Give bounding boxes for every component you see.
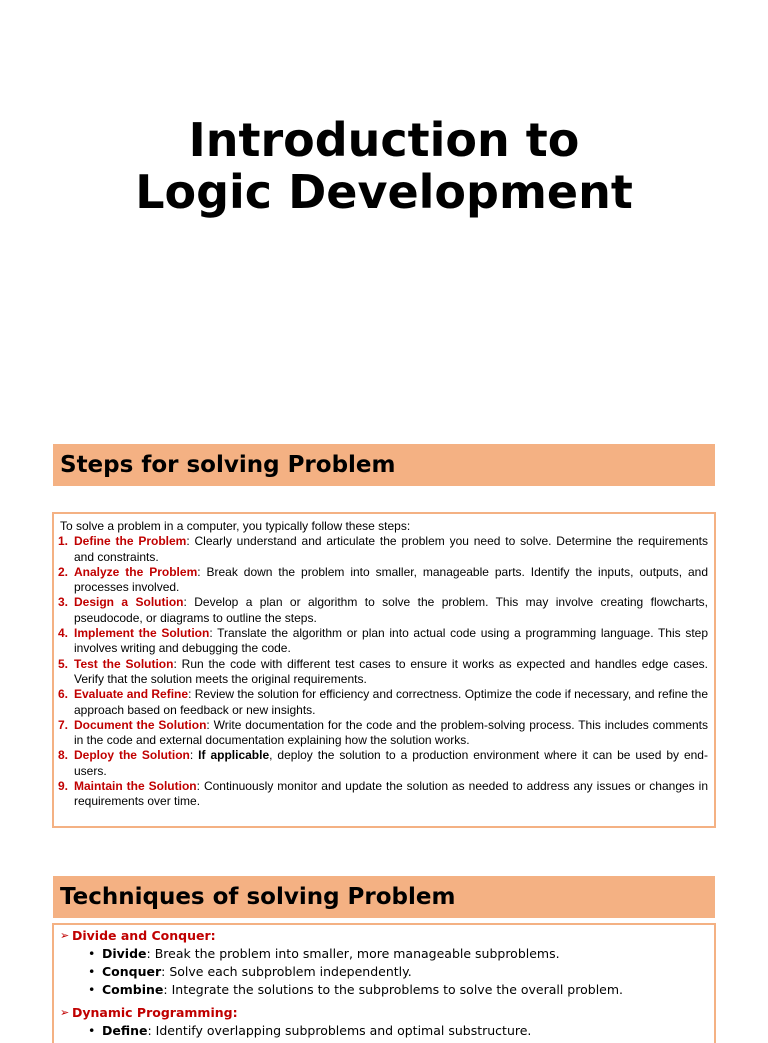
bullet-icon: • (88, 982, 96, 997)
step-number: 8. (58, 748, 69, 763)
bullet-icon: • (88, 964, 96, 979)
list-item (60, 981, 708, 999)
item-term: Conquer (102, 964, 162, 979)
techniques-section-header: Techniques of solving Problem (53, 876, 715, 918)
step-item (60, 534, 708, 565)
step-number: 2. (58, 564, 69, 579)
list-item (60, 963, 708, 981)
list-item (60, 945, 708, 963)
step-text: : Translate the algorithm or plan into actual code using a programming language. This step involves writing and debugging the code. (74, 626, 708, 656)
steps-section-header: Steps for solving Problem (53, 444, 715, 486)
step-number: 5. (58, 656, 69, 671)
item-text: : Break the problem into smaller, more manageable subproblems. (146, 946, 560, 961)
divide-conquer-list (60, 945, 708, 999)
step-text: : Develop a plan or algorithm to solve the problem. This may involve creating flowcharts, pseudocode, or diagrams to outline the steps. (74, 595, 708, 625)
steps-list (60, 534, 708, 809)
technique-heading-text: Divide and Conquer: (72, 928, 216, 943)
item-term: Define (102, 1023, 148, 1038)
list-item (60, 1022, 708, 1040)
item-text: : Solve each subproblem independently. (161, 964, 412, 979)
step-item (60, 779, 708, 810)
step-name: Document the Solution (74, 717, 207, 732)
item-text: : Identify overlapping subproblems and optimal substructure. (147, 1023, 532, 1038)
techniques-box (52, 923, 716, 1043)
step-number: 7. (58, 717, 69, 732)
bullet-icon: • (88, 946, 96, 961)
dynamic-programming-list (60, 1022, 708, 1040)
step-name: Implement the Solution (74, 626, 210, 641)
item-text: : Integrate the solutions to the subproblems to solve the overall problem. (163, 982, 624, 997)
step-text: : Continuously monitor and update the solution as needed to address any issues or changes in requirements over time. (74, 779, 709, 809)
step-number: 9. (58, 779, 69, 794)
step-text: : Clearly understand and articulate the problem you need to solve. Determine the requirements and constraints. (74, 534, 708, 564)
arrow-bullet-icon: ➢ (60, 929, 70, 942)
step-name: Evaluate and Refine (74, 687, 189, 702)
technique-heading-text: Dynamic Programming: (72, 1005, 238, 1020)
technique-heading-dynamic-programming (60, 1004, 708, 1022)
step-item (60, 657, 708, 688)
step-text: : Run the code with different test cases to ensure it works as expected and handles edge cases. Verify that the solution meets the original requirements. (74, 656, 708, 686)
step-text: , deploy the solution to a production environment where it can be used by end-users. (74, 748, 708, 778)
title-line-2: Logic Development (135, 165, 633, 219)
step-item (60, 626, 708, 657)
step-name: Analyze the Problem (74, 564, 198, 579)
arrow-bullet-icon: ➢ (60, 1006, 70, 1019)
step-item (60, 718, 708, 749)
item-term: Combine (102, 982, 164, 997)
title-line-1: Introduction to (188, 113, 580, 167)
step-number: 1. (58, 534, 69, 549)
technique-heading-divide-conquer (60, 927, 708, 945)
step-name: Define the Problem (74, 534, 187, 549)
step-name: Deploy the Solution (74, 748, 190, 763)
step-number: 3. (58, 595, 69, 610)
bullet-icon: • (88, 1023, 96, 1038)
step-item (60, 748, 708, 779)
steps-box (52, 512, 716, 828)
step-text: : Break down the problem into smaller, manageable parts. Identify the inputs, outputs, and processes involved. (74, 564, 708, 595)
step-item (60, 565, 708, 596)
step-text: : Review the solution for efficiency and correctness. Optimize the code if necessary, and refine the approach based on feedback or new insights. (74, 687, 708, 717)
steps-intro: To solve a problem in a computer, you typically follow these steps: (60, 519, 411, 533)
step-name: Test the Solution (74, 656, 174, 671)
step-name: Maintain the Solution (74, 779, 197, 794)
step-name: Design a Solution (74, 595, 184, 610)
step-text: : Write documentation for the code and the problem-solving process. This includes comments in the code and external documentation explaining how the solution works. (74, 717, 708, 748)
step-number: 6. (58, 687, 69, 702)
step-item (60, 595, 708, 626)
step-number: 4. (58, 626, 69, 641)
step-item (60, 687, 708, 718)
step-text-pre: : (189, 748, 199, 763)
slide-title (0, 114, 768, 218)
item-term: Divide (102, 946, 147, 961)
step-bold-text: If applicable (198, 748, 270, 763)
